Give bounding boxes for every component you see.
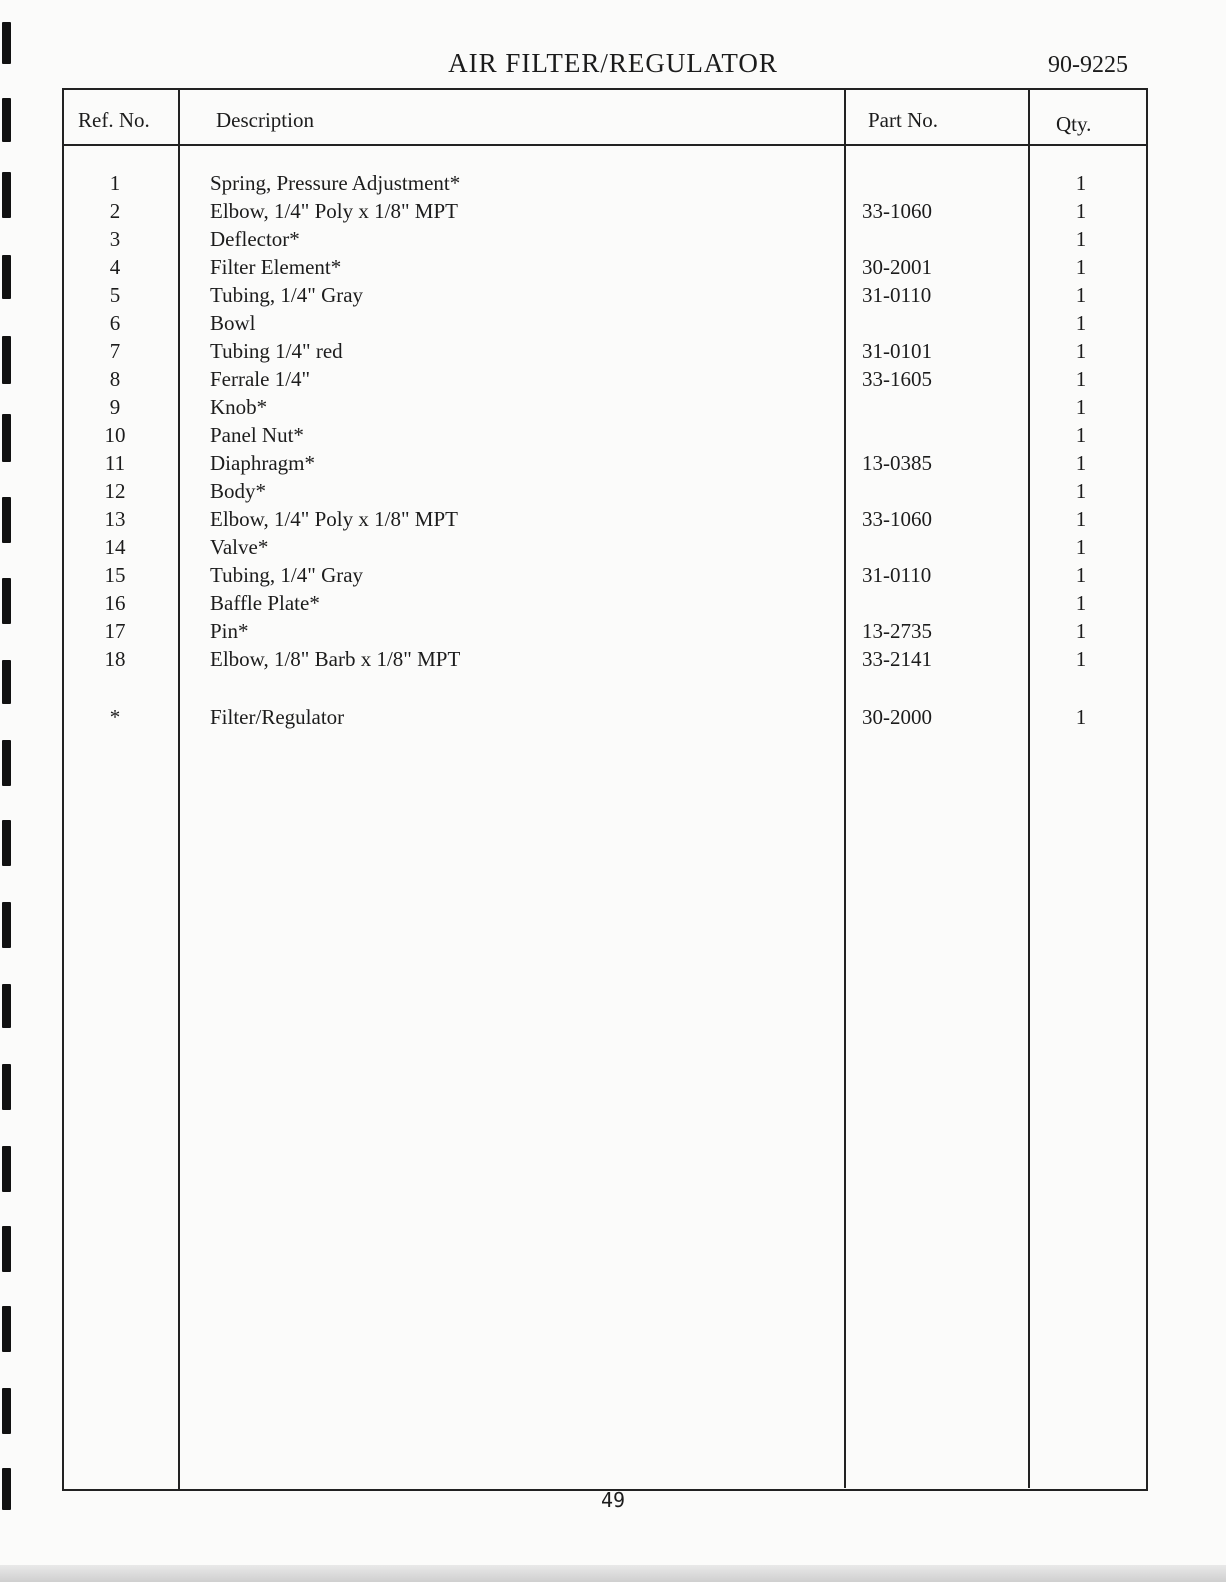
column-header-ref: Ref. No. <box>78 108 150 132</box>
description-cell: Deflector* <box>210 227 300 251</box>
binding-mark <box>2 336 11 384</box>
qty-cell: 1 <box>1075 395 1087 419</box>
description-cell: Tubing, 1/4" Gray <box>210 283 364 307</box>
part-cell: 31-0110 <box>862 283 932 307</box>
part-cell: 30-2001 <box>862 255 932 279</box>
ref-cell: * <box>109 705 121 729</box>
page-title: AIR FILTER/REGULATOR <box>448 48 778 78</box>
description-cell: Diaphragm* <box>210 451 315 475</box>
binding-mark <box>2 497 11 543</box>
column-header-description: Description <box>216 108 314 132</box>
binding-mark <box>2 1306 11 1352</box>
description-cell: Tubing 1/4" red <box>210 339 343 363</box>
binding-mark <box>2 740 11 786</box>
ref-cell: 18 <box>104 647 126 671</box>
description-cell: Spring, Pressure Adjustment* <box>210 171 461 195</box>
description-cell: Elbow, 1/8" Barb x 1/8" MPT <box>210 647 461 671</box>
ref-cell: 10 <box>104 423 126 447</box>
qty-cell: 1 <box>1075 283 1087 307</box>
ref-cell: 3 <box>109 227 121 251</box>
description-cell: Body* <box>210 479 267 503</box>
ref-cell: 16 <box>104 591 126 615</box>
ref-cell: 17 <box>104 619 126 643</box>
binding-mark <box>2 984 11 1028</box>
column-divider <box>1028 88 1030 1488</box>
qty-cell: 1 <box>1075 367 1087 391</box>
part-cell: 31-0101 <box>862 339 932 363</box>
binding-mark <box>2 414 11 462</box>
binding-mark <box>2 98 11 142</box>
part-cell: 33-1060 <box>862 507 932 531</box>
qty-cell: 1 <box>1075 705 1087 729</box>
qty-cell: 1 <box>1075 479 1087 503</box>
ref-cell: 11 <box>104 451 126 475</box>
description-cell: Elbow, 1/4" Poly x 1/8" MPT <box>210 507 458 531</box>
ref-cell: 4 <box>109 255 121 279</box>
page-number: 49 <box>600 1488 626 1512</box>
description-cell: Filter Element* <box>210 255 342 279</box>
description-cell: Ferrale 1/4" <box>210 367 311 391</box>
column-divider <box>178 88 180 1491</box>
qty-cell: 1 <box>1075 619 1087 643</box>
description-cell: Panel Nut* <box>210 423 304 447</box>
ref-cell: 9 <box>109 395 121 419</box>
ref-cell: 6 <box>109 311 121 335</box>
qty-cell: 1 <box>1075 311 1087 335</box>
binding-mark <box>2 578 11 624</box>
qty-cell: 1 <box>1075 563 1087 587</box>
description-cell: Knob* <box>210 395 268 419</box>
column-header-part: Part No. <box>868 108 938 132</box>
description-cell: Pin* <box>210 619 249 643</box>
description-cell: Valve* <box>210 535 269 559</box>
ref-cell: 14 <box>104 535 126 559</box>
part-cell: 30-2000 <box>862 705 932 729</box>
column-header-qty: Qty. <box>1056 112 1092 136</box>
ref-cell: 12 <box>104 479 126 503</box>
description-cell: Baffle Plate* <box>210 591 320 615</box>
qty-cell: 1 <box>1075 255 1087 279</box>
document-number: 90-9225 <box>1048 52 1128 78</box>
binding-mark <box>2 172 11 218</box>
description-cell: Tubing, 1/4" Gray <box>210 563 364 587</box>
part-cell: 13-2735 <box>862 619 932 643</box>
description-cell: Elbow, 1/4" Poly x 1/8" MPT <box>210 199 458 223</box>
ref-cell: 2 <box>109 199 121 223</box>
binding-mark <box>2 820 11 866</box>
part-cell: 31-0110 <box>862 563 932 587</box>
qty-cell: 1 <box>1075 171 1087 195</box>
scan-edge <box>0 1565 1226 1582</box>
qty-cell: 1 <box>1075 507 1087 531</box>
binding-mark <box>2 1226 11 1272</box>
qty-cell: 1 <box>1075 535 1087 559</box>
part-cell: 33-1060 <box>862 199 932 223</box>
header-divider <box>62 144 1148 146</box>
column-divider <box>844 88 846 1488</box>
part-cell: 33-2141 <box>862 647 932 671</box>
qty-cell: 1 <box>1075 451 1087 475</box>
ref-cell: 1 <box>109 171 121 195</box>
ref-cell: 15 <box>104 563 126 587</box>
binding-mark <box>2 1146 11 1192</box>
binding-mark <box>2 660 11 704</box>
qty-cell: 1 <box>1075 339 1087 363</box>
binding-mark <box>2 255 11 299</box>
part-cell: 13-0385 <box>862 451 932 475</box>
ref-cell: 5 <box>109 283 121 307</box>
description-cell: Bowl <box>210 311 256 335</box>
qty-cell: 1 <box>1075 423 1087 447</box>
description-cell: Filter/Regulator <box>210 705 345 729</box>
qty-cell: 1 <box>1075 227 1087 251</box>
binding-mark <box>2 1388 11 1434</box>
qty-cell: 1 <box>1075 199 1087 223</box>
ref-cell: 7 <box>109 339 121 363</box>
part-cell: 33-1605 <box>862 367 932 391</box>
qty-cell: 1 <box>1075 591 1087 615</box>
binding-mark <box>2 1064 11 1110</box>
binding-mark <box>2 902 11 948</box>
ref-cell: 13 <box>104 507 126 531</box>
qty-cell: 1 <box>1075 647 1087 671</box>
ref-cell: 8 <box>109 367 121 391</box>
